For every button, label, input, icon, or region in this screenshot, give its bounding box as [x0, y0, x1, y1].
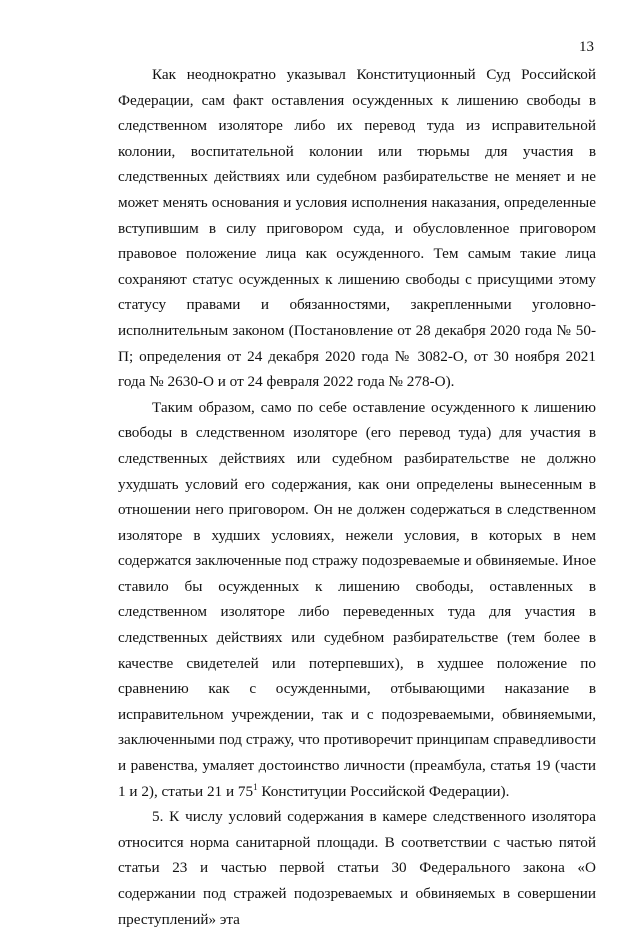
- paragraph-text: Таким образом, само по себе оставление осужденного к лишению свободы в следственном изоляторе (его перевод туда) для участия в следственных действиях или судебном разбирательстве не должно ухудшать условий его содержания, как они определены вынесенным в отношении него приговором. Он не должен содержаться в следственном изоляторе в худших условиях, нежели условия, в которых в нем содержатся заключенные под стражу подозреваемые и обвиняемые. Иное ставило бы осужденных к лишению свободы, оставленных в следственном изоляторе либо переведенных туда для участия в следственных действиях или судебном разбирательстве (тем более в качестве свидетелей или потерпевших), в худшее положение по сравнению как с осужденными, отбывающими наказание в исправительном учреждении, так и с подозреваемыми, обвиняемыми, заключенными под стражу, что противоречит принципам справедливости и равенства, умаляет достоинство личности (преамбула, статья 19 (части 1 и 2), статьи 21 и 75: [118, 398, 596, 800]
- paragraph-conditions-of-detention: [118, 395, 596, 805]
- paragraph-sanitary-area-norm: 5. К числу условий содержания в камере следственного изолятора относится норма санитарной площади. В соответствии с частью пятой статьи 23 и частью первой статьи 30 Федерального закона «О содержании под стражей подозреваемых и обвиняемых в совершении преступлений» эта: [118, 808, 596, 928]
- page-number: 13: [579, 39, 594, 55]
- document-body: [118, 62, 596, 932]
- superscript-article-index: 1: [253, 781, 258, 792]
- paragraph-constitutional-court-position: Как неоднократно указывал Конституционный Суд Российской Федерации, сам факт оставления осужденных к лишению свободы в следственном изоляторе либо их перевод туда из исправительной колонии, воспитательной колонии или тюрьмы для участия в следственных действиях или судебном разбирательстве не меняет и не может менять основания и условия исполнения наказания, определенные вступившим в силу приговором суда, и обусловленное приговором правовое положение лица как осужденного. Тем самым такие лица сохраняют статус осужденных к лишению свободы с присущими этому статусу правами и обязанностями, закрепленными уголовно-исполнительным законом (Постановление от 28 декабря 2020 года № 50-П; определения от 24 декабря 2020 года № 3082-О, от 30 ноября 2021 года № 2630-О и от 24 февраля 2022 года № 278-О).: [118, 66, 596, 391]
- paragraph-text-end: Конституции Российской Федерации).: [257, 782, 510, 800]
